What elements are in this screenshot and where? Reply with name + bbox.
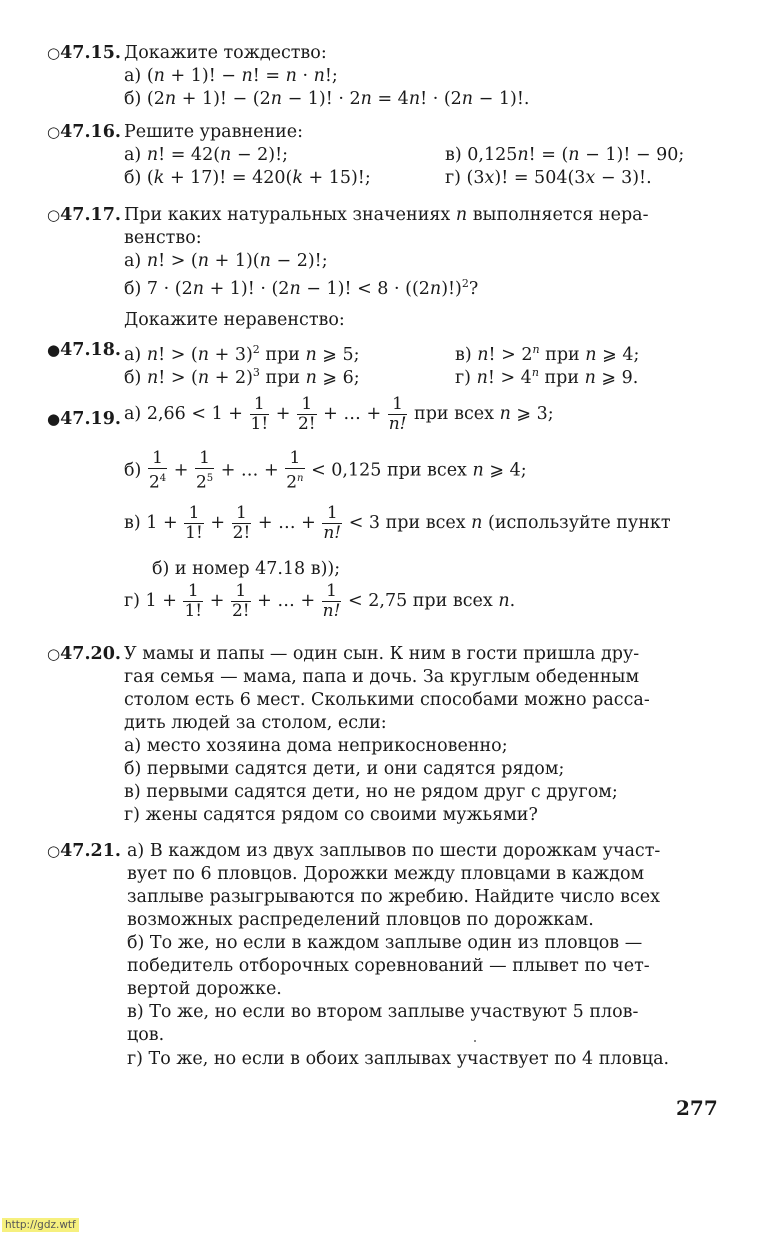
problem-number-47-17: ○47.17. <box>47 205 121 225</box>
item-a: а) (n + 1)! − n! = n · n!; <box>124 66 338 86</box>
problem-title: Докажите тождество: <box>124 43 327 63</box>
text-line: цов. <box>127 1025 165 1045</box>
text-line: вертой дорожке. <box>127 979 282 999</box>
item-c: в) 1 + $\frac{1}{1!}$ + $\frac{1}{2!}$ + … + $\frac{1}{n!}$ < 3 при всех n (используйте пункт <box>124 503 671 543</box>
item-c: в) n! > $2^n$ при n ⩾ 4; <box>455 343 640 365</box>
item-b: б) $\frac{1}{2^4}$ + $\frac{1}{2^5}$ + … + $\frac{1}{2^n}$ < 0,125 при всех n ⩾ 4; <box>124 448 527 493</box>
problem-number-47-15: ○47.15. <box>47 43 121 63</box>
item-b: б) первыми садятся дети, и они садятся рядом; <box>124 759 565 779</box>
text-line: столом есть 6 мест. Сколькими способами можно расса- <box>124 690 650 710</box>
fraction: $\frac{1}{2^n}$ <box>286 448 304 493</box>
text-line: победитель отборочных соревнований — плывет по чет- <box>127 956 650 976</box>
item-d: г) (3x)! = 504(3x − 3)!. <box>445 168 652 188</box>
item-b: б) (2n + 1)! − (2n − 1)! · 2n = 4n! · (2n − 1)!. <box>124 89 530 109</box>
section-heading: Докажите неравенство: <box>124 310 345 330</box>
problem-number-47-18: ●47.18. <box>47 340 121 360</box>
fraction: $\frac{1}{2^4}$ <box>148 448 167 493</box>
fraction: $\frac{1}{2!}$ <box>232 503 251 543</box>
item-c: в) То же, но если во втором заплыве участвуют 5 плов- <box>127 1002 639 1022</box>
fraction: $\frac{1}{n!}$ <box>322 581 341 621</box>
item-a: а) место хозяина дома неприкосновенно; <box>124 736 508 756</box>
print-speck <box>474 1040 476 1042</box>
text-line: вует по 6 пловцов. Дорожки между пловцами в каждом <box>127 864 645 884</box>
problem-number-47-16: ○47.16. <box>47 122 121 142</box>
fraction: $\frac{1}{2!}$ <box>231 581 250 621</box>
item-b: б) 7 · (2n + 1)! · (2n − 1)! < $8 \cdot ((2n)!)^2$? <box>124 277 479 299</box>
fraction: $\frac{1}{1!}$ <box>185 503 203 543</box>
problem-title: Решите уравнение: <box>124 122 304 142</box>
item-a: а) В каждом из двух заплывов по шести дорожкам участ- <box>127 841 661 861</box>
text-line: У мамы и папы — один сын. К ним в гости пришла дру- <box>124 644 640 664</box>
problem-number-47-19: ●47.19. <box>47 409 121 429</box>
item-d: г) n! > $4^n$ при n ⩾ 9. <box>455 366 639 388</box>
problem-title-cont: венство: <box>124 228 202 248</box>
fraction: $\frac{1}{1!}$ <box>250 394 269 434</box>
item-a: а) n! = 42(n − 2)!; <box>124 145 288 165</box>
text-line: возможных распределений пловцов по дорожкам. <box>127 910 594 930</box>
fraction: $\frac{1}{n!}$ <box>323 503 342 543</box>
item-b: б) n! > $(n + 2)^3$ при n ⩾ 6; <box>124 366 360 388</box>
item-b: б) То же, но если в каждом заплыве один из пловцов — <box>127 933 643 953</box>
watermark-link[interactable]: http://gdz.wtf <box>2 1218 79 1232</box>
problem-number-47-20: ○47.20. <box>47 644 121 664</box>
fraction: $\frac{1}{2^5}$ <box>195 448 214 493</box>
fraction: $\frac{1}{2!}$ <box>297 394 316 434</box>
item-c: в) первыми садятся дети, но не рядом друг с другом; <box>124 782 618 802</box>
item-d: г) 1 + $\frac{1}{1!}$ + $\frac{1}{2!}$ + … + $\frac{1}{n!}$ < 2,75 при всех n. <box>124 581 516 621</box>
item-a: а) n! > (n + 1)(n − 2)!; <box>124 251 328 271</box>
fraction: $\frac{1}{1!}$ <box>184 581 203 621</box>
fraction: $\frac{1}{n!}$ <box>388 394 407 434</box>
problem-title: При каких натуральных значениях n выполняется нера- <box>124 205 649 225</box>
item-a: а) 2,66 < 1 + $\frac{1}{1!}$ + $\frac{1}{2!}$ + … + $\frac{1}{n!}$ при всех n ⩾ 3; <box>124 394 554 434</box>
item-d: г) То же, но если в обоих заплывах участвует по 4 пловца. <box>127 1049 670 1069</box>
item-c-cont: б) и номер 47.18 в)); <box>152 559 341 579</box>
item-a: а) n! > $(n + 3)^2$ при n ⩾ 5; <box>124 343 360 365</box>
item-b: б) (k + 17)! = 420(k + 15)!; <box>124 168 371 188</box>
page-number: 277 <box>676 1096 718 1120</box>
text-line: заплыве разыгрываются по жребию. Найдите число всех <box>127 887 660 907</box>
item-c: в) 0,125n! = (n − 1)! − 90; <box>445 145 685 165</box>
text-line: дить людей за столом, если: <box>124 713 387 733</box>
item-d: г) жены садятся рядом со своими мужьями? <box>124 805 538 825</box>
problem-number-47-21: ○47.21. <box>47 841 121 861</box>
text-line: гая семья — мама, папа и дочь. За круглым обеденным <box>124 667 640 687</box>
